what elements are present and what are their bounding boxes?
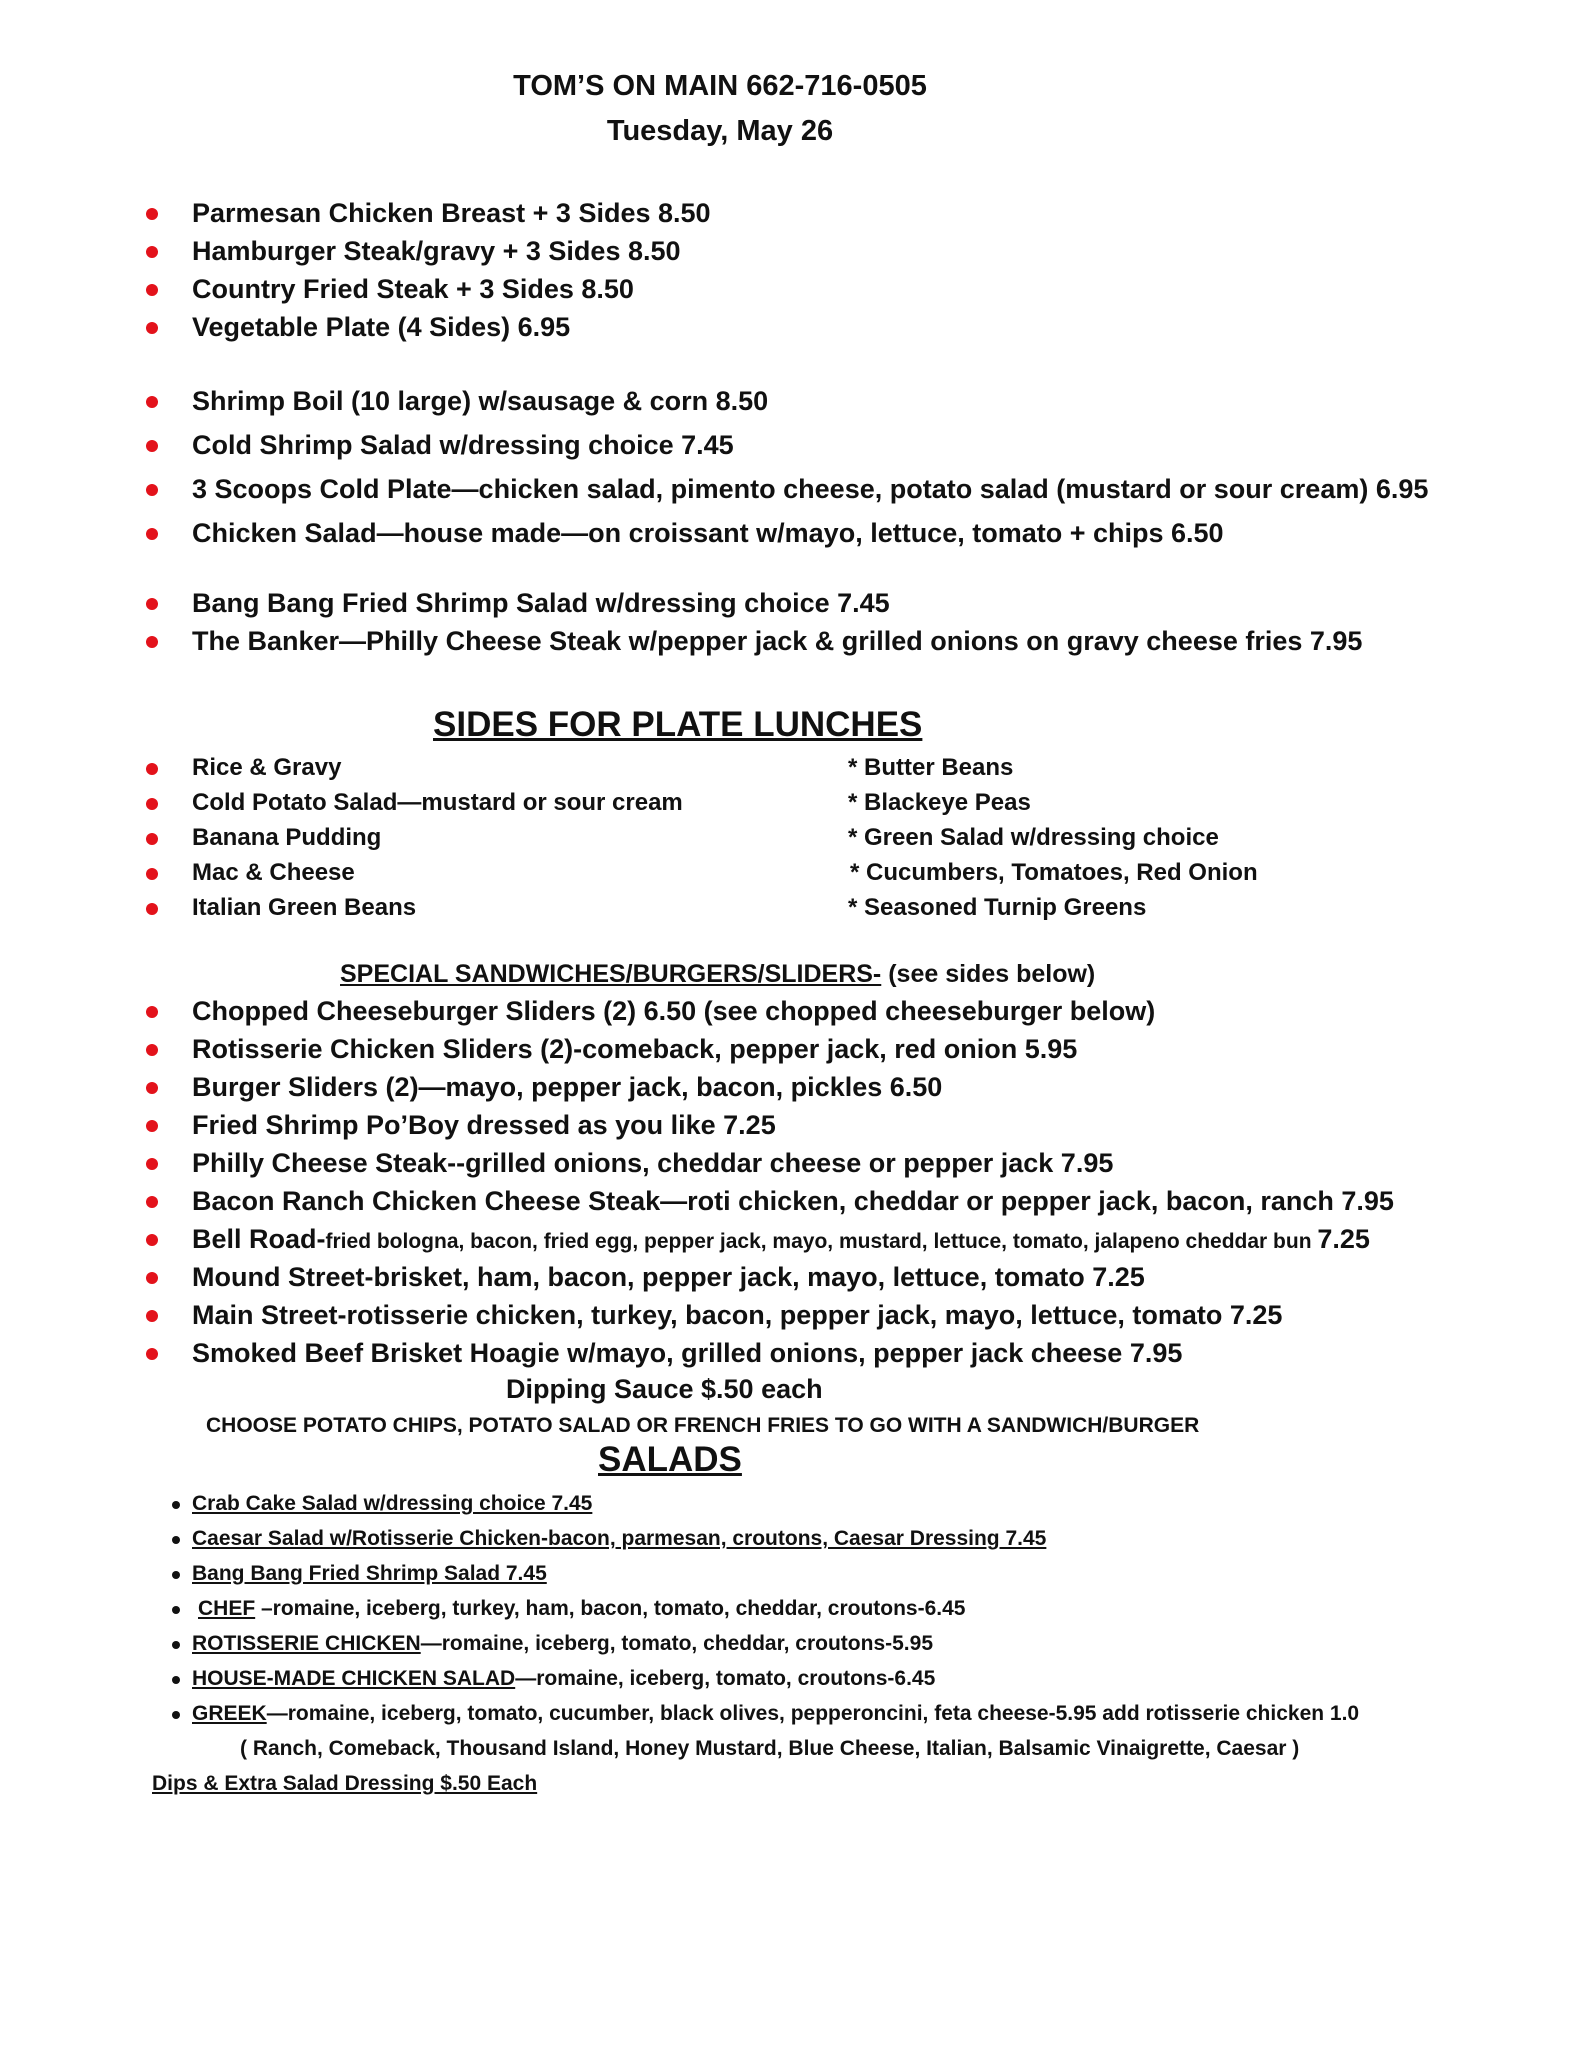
bullet-icon bbox=[172, 1606, 180, 1614]
side-item-right: * Butter Beans bbox=[848, 754, 1014, 781]
bullet-icon bbox=[172, 1501, 180, 1509]
bullet-icon bbox=[146, 1196, 158, 1208]
salads-title: SALADS bbox=[598, 1440, 742, 1479]
bullet-icon bbox=[146, 868, 158, 880]
bullet-icon bbox=[172, 1536, 180, 1544]
sides-title: SIDES FOR PLATE LUNCHES bbox=[433, 705, 923, 744]
restaurant-title: TOM’S ON MAIN 662-716-0505 bbox=[513, 70, 927, 102]
side-item-right: * Seasoned Turnip Greens bbox=[848, 894, 1147, 921]
bullet-icon bbox=[146, 1272, 158, 1284]
bullet-icon bbox=[172, 1711, 180, 1719]
bullet-icon bbox=[146, 763, 158, 775]
bullet-icon bbox=[146, 246, 158, 258]
dipping-sauce: Dipping Sauce $.50 each bbox=[506, 1374, 823, 1404]
bullet-icon bbox=[146, 1234, 158, 1246]
bullet-icon bbox=[146, 1006, 158, 1018]
bullet-icon bbox=[146, 1120, 158, 1132]
bullet-icon bbox=[146, 484, 158, 496]
dressing-price-note: Dips & Extra Salad Dressing $.50 Each bbox=[152, 1772, 538, 1795]
bullet-icon bbox=[146, 208, 158, 220]
bullet-icon bbox=[146, 322, 158, 334]
side-item-right: * Green Salad w/dressing choice bbox=[848, 824, 1219, 851]
bullet-icon bbox=[146, 440, 158, 452]
bullet-icon bbox=[146, 1310, 158, 1322]
bullet-icon bbox=[146, 598, 158, 610]
bullet-icon bbox=[146, 798, 158, 810]
choose-sides-note: CHOOSE POTATO CHIPS, POTATO SALAD OR FRENCH FRIES TO GO WITH A SANDWICH/BURGER bbox=[206, 1414, 1200, 1437]
side-item-right: * Cucumbers, Tomatoes, Red Onion bbox=[850, 859, 1258, 886]
bullet-icon bbox=[146, 833, 158, 845]
menu-page: TOM’S ON MAIN 662-716-0505 Tuesday, May 26 Parmesan Chicken Breast + 3 Sides 8.50 Hamburger Steak/gravy + 3 Sides 8.50 Country Fried Steak + 3 Sides 8.50 Vegetable Plate (4 Sides) 6.95 Shrimp Boil (10 large) w/sausage & corn 8.50 Cold Shrimp Salad w/dressing choice 7.45 3 Scoops Cold Plate—chicken salad, pimento cheese, potato salad (mustard or sour cream) 6.95 Chicken Salad—house made—on croissant w/mayo, lettuce, tomato + chips 6.50 Bang Bang Fried Shrimp Salad w/dressing choice 7.45 The Banker—Philly Cheese Steak w/pepper jack & grilled onions on gravy cheese fries 7.95 SIDES FOR PLATE LUNCHES Rice & Gravy Cold Potato Salad—mustard or sour cream Banana Pudding Mac & Cheese Italian Green Beans * Butter Beans * Blackeye Peas * Green Salad w/dressing choice * Cucumbers, Tomatoes, Red Onion * Seasoned Turnip Greens SPECIAL SANDWICHES/BURGERS/SLIDERS- (see sides below) Chopped Cheeseburger Sliders (2) 6.50 (see chopped cheeseburger below) Rotisserie Chicken Sliders (2)-comeback, pepper jack, red onion 5.95 Burger Sliders (2)—mayo, pepper jack, bacon, pickles 6.50 Fried Shrimp Po’Boy dressed as you like 7.25 Philly Cheese Steak--grilled onions, cheddar cheese or pepper jack 7.95 Bacon Ranch Chicken Cheese Steak—roti chicken, cheddar or pepper jack, bacon, ranch 7.95 Bell Road-fried bologna, bacon, fried egg, pepper jack, mayo, mustard, lettuce, tomato, jalapeno cheddar bun 7.25 Mound Street-brisket, ham, bacon, pepper jack, mayo, lettuce, tomato 7.25 Main Street-rotisserie chicken, turkey, bacon, pepper jack, mayo, lettuce, tomato 7.25 Smoked Beef Brisket Hoagie w/mayo, grilled onions, pepper jack cheese 7.95 Dipping Sauce $.50 each CHOOSE POTATO CHIPS, POTATO SALAD OR FRENCH FRIES TO GO WITH A SANDWICH/BURGER SALADS Crab Cake Salad w/dressing choice 7.45 Caesar Salad w/Rotisserie Chicken-bacon, parmesan, croutons, Caesar Dressing 7.45 Bang Bang Fried Shrimp Salad 7.45 CHEF –romaine, iceberg, turkey, ham, bacon, tomato, cheddar, croutons-6.45 ROTISSERIE CHICKEN—romaine, iceberg, tomato, cheddar, croutons-5.95 HOUSE-MADE CHICKEN SALAD—romaine, iceberg, tomato, croutons-6.45 GREEK—romaine, iceberg, tomato, cucumber, black olives, pepperoncini, feta cheese-5.95 add rotisserie chicken 1.0 ( Ranch, Comeback, Thousand Island, Honey Mustard, Blue Cheese, Italian, Balsamic Vinaigrette, Caesar ) Dips & Extra Salad Dressing $.50 Each bbox=[0, 0, 1594, 2048]
bullet-icon bbox=[172, 1571, 180, 1579]
specials-heading: SPECIAL SANDWICHES/BURGERS/SLIDERS- (see sides below) bbox=[340, 960, 1096, 988]
side-item-right: * Blackeye Peas bbox=[848, 789, 1031, 816]
bullet-icon bbox=[146, 903, 158, 915]
menu-date: Tuesday, May 26 bbox=[606, 115, 834, 147]
bullet-icon bbox=[146, 1158, 158, 1170]
bullet-icon bbox=[146, 1044, 158, 1056]
bullet-icon bbox=[146, 396, 158, 408]
bullet-icon bbox=[146, 636, 158, 648]
bullet-icon bbox=[146, 528, 158, 540]
dressing-options: ( Ranch, Comeback, Thousand Island, Honey Mustard, Blue Cheese, Italian, Balsamic Vinaigrette, Caesar ) bbox=[240, 1737, 1300, 1760]
bullet-icon bbox=[146, 284, 158, 296]
bullet-icon bbox=[172, 1641, 180, 1649]
bullet-icon bbox=[146, 1348, 158, 1360]
bullet-icon bbox=[146, 1082, 158, 1094]
bullet-icon bbox=[172, 1676, 180, 1684]
